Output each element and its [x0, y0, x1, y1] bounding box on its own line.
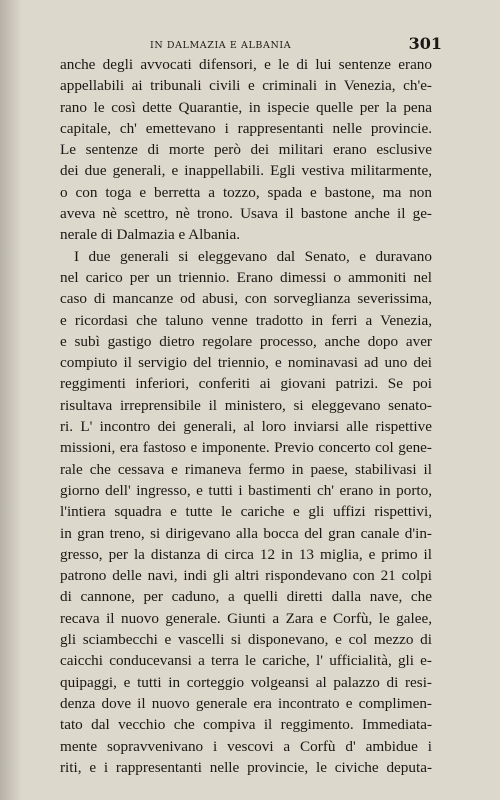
body-text [60, 54, 432, 778]
text-line: patrono delle navi, indi gli altri rispondevano con 21 colpi [60, 567, 432, 585]
text-line: di cannone, per caduno, a quelli diretti dalla nave, che [60, 588, 432, 606]
text-line: aveva nè scettro, nè trono. Usava il bastone anche il ge- [60, 205, 432, 223]
text-line: e subì gastigo dietro regolare processo, anche dopo aver [60, 332, 432, 350]
text-line: reggimenti inferiori, conferiti ai giovani patrizi. Se poi [60, 375, 432, 393]
text-line: nerale di Dalmazia e Albania. [60, 226, 241, 244]
text-line: caicchi conducevansi a terra le cariche, l' ufficialità, gli e- [60, 652, 432, 670]
text-line: capitale, ch' emettevano i rappresentanti nelle provincie. [60, 119, 432, 137]
text-line: I due generali si eleggevano dal Senato, e duravano [74, 247, 432, 265]
text-line: mente sopravvenivano i vescovi a Corfù d' ambidue i [60, 737, 432, 755]
text-line: denza dove il nuovo generale era incontrato e complimen- [60, 694, 432, 712]
page-number: 301 [408, 34, 442, 53]
text-line: e ricordasi che taluno venne tradotto in ferri a Venezia, [60, 311, 432, 329]
text-line: gli sciambecchi e vascelli si disponevano, e col mezzo di [60, 631, 432, 649]
text-line: tato dal vecchio che compiva il reggimento. Immediata- [60, 716, 432, 734]
text-line: caso di mancanze od abusi, con sorveglianza severissima, [60, 290, 432, 308]
text-line: riti, e i rappresentanti nelle provincie, le civiche deputa- [60, 758, 432, 776]
text-line: in gran treno, si dirigevano alla bocca del gran canale d'in- [60, 524, 432, 542]
running-head: IN DALMAZIA E ALBANIA [150, 40, 292, 51]
text-line: l'intiera squadra e tutte le cariche e gli uffizi rispettivi, [60, 503, 432, 521]
text-line: nel carico per un triennio. Erano dimessi o ammoniti nel [60, 268, 432, 286]
text-line: rano le così dette Quarantie, in ispecie quelle per la pena [60, 98, 432, 116]
text-line: risultava irreprensibile il ministero, si eleggevano senato- [60, 396, 432, 414]
text-line: anche degli avvocati difensori, e le di lui sentenze erano [60, 56, 432, 73]
text-line: dei due generali, e inappellabili. Egli vestiva militarmente, [60, 162, 432, 180]
text-line: Le sentenze di morte però dei militari erano esclusive [60, 141, 432, 159]
page-header [58, 34, 442, 54]
text-line: quipaggi, e tutti in corteggio volgeansi al palazzo di resi- [60, 673, 432, 691]
text-line: missioni, era fastoso e imponente. Previo concerto col gene- [60, 439, 432, 457]
text-line: compiuto il servigio del triennio, e nominavasi ad uno dei [60, 354, 432, 372]
text-line: recava il nuovo generale. Giunti a Zara e Corfù, le galee, [60, 609, 432, 627]
text-line: o con toga e berretta a tozzo, spada e bastone, ma non [60, 183, 432, 201]
text-line: rale che cessava e rimaneva fermo in paese, stabilivasi il [60, 460, 432, 478]
text-line: gresso, per la distanza di circa 12 in 13 miglia, e primo il [60, 545, 432, 563]
text-line: appellabili ai tribunali civili e criminali in Venezia, ch'e- [60, 77, 432, 95]
text-line: giorno dell' ingresso, e tutti i bastimenti ch' erano in porto, [60, 481, 432, 499]
text-line: ri. L' incontro dei generali, al loro inviarsi alle rispettive [60, 418, 432, 436]
